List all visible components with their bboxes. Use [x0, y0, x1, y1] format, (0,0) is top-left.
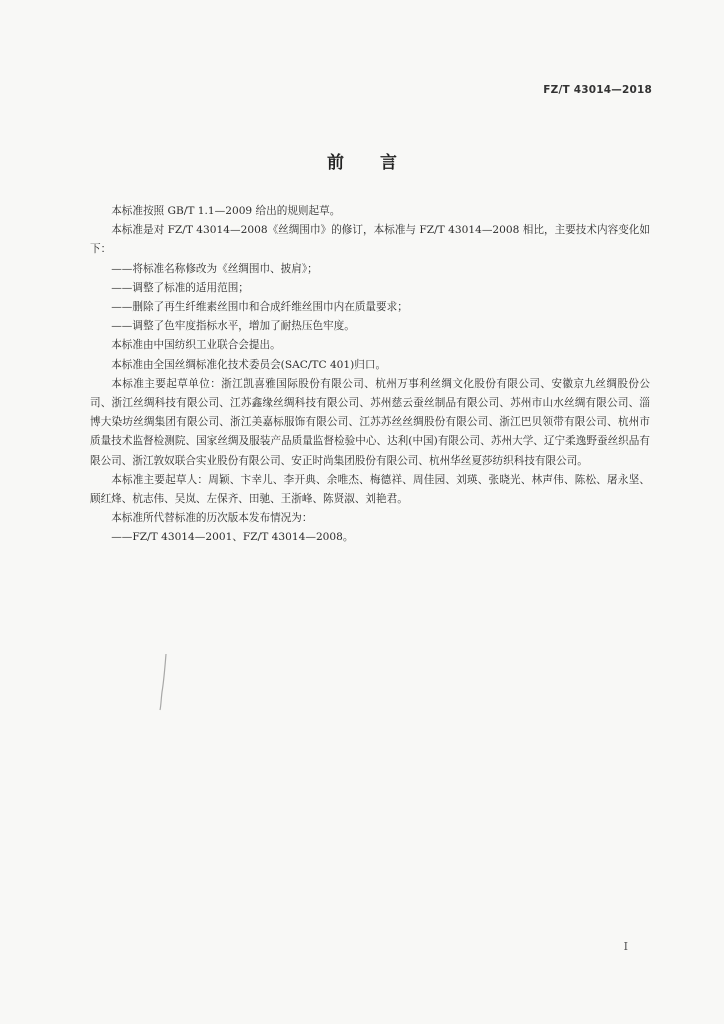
change-item: ——调整了标准的适用范围；: [111, 281, 249, 294]
history-item: ——FZ/T 43014—2001、FZ/T 43014—2008。: [111, 531, 354, 544]
pen-mark: [158, 652, 172, 712]
paragraph-proposed-by: 本标准由中国纺织工业联合会提出。: [111, 339, 281, 352]
paragraph-revision-intro: 本标准是对 FZ/T 43014—2008《丝绸围巾》的修订，本标准与 FZ/T 43014—2008 相比，主要技术内容变化如下：: [90, 224, 650, 256]
paragraph-drafters: 本标准主要起草人：周颖、卞幸儿、李开典、余唯杰、梅德祥、周佳园、刘瑛、张晓光、林声伟、陈松、屠永坚、顾红烽、杭志伟、吴岚、左保齐、田驰、王浙峰、陈贤淑、刘艳君。: [90, 473, 650, 506]
preface-body: [90, 202, 650, 548]
paragraph-centralized-by: 本标准由全国丝绸标准化技术委员会(SAC/TC 401)归口。: [111, 358, 387, 371]
change-item: ——将标准名称修改为《丝绸围巾、披肩》；: [111, 262, 318, 275]
change-item: ——删除了再生纤维素丝围巾和合成纤维丝围巾内在质量要求；: [111, 301, 408, 314]
change-item: ——调整了色牢度指标水平，增加了耐热压色牢度。: [111, 320, 355, 333]
page-title: 前言: [327, 153, 433, 173]
paragraph-drafting-rules: 本标准按照 GB/T 1.1—2009 给出的规则起草。: [111, 205, 341, 217]
document-code: FZ/T 43014—2018: [543, 84, 652, 96]
paragraph-history-intro: 本标准所代替标准的历次版本发布情况为：: [111, 512, 313, 525]
page-number: I: [623, 940, 628, 953]
paragraph-drafting-units: 本标准主要起草单位：浙江凯喜雅国际股份有限公司、杭州万事利丝绸文化股份有限公司、安徽京九丝绸股份公司、浙江丝绸科技有限公司、江苏鑫缘丝绸科技有限公司、苏州慈云蚕丝制品有限公司、苏州市山水丝绸有限公司、淄博大染坊丝绸集团有限公司、浙江美嘉标服饰有限公司、江苏苏丝丝绸股份有限公司、浙江巴贝领带有限公司、杭州市质量技术监督检测院、国家丝绸及服装产品质量监督检验中心、达利(中国)有限公司、苏州大学、辽宁柔逸野蚕丝织品有限公司、浙江敦奴联合实业股份有限公司、安正时尚集团股份有限公司、杭州华丝夏莎纺织科技有限公司。: [90, 377, 650, 467]
